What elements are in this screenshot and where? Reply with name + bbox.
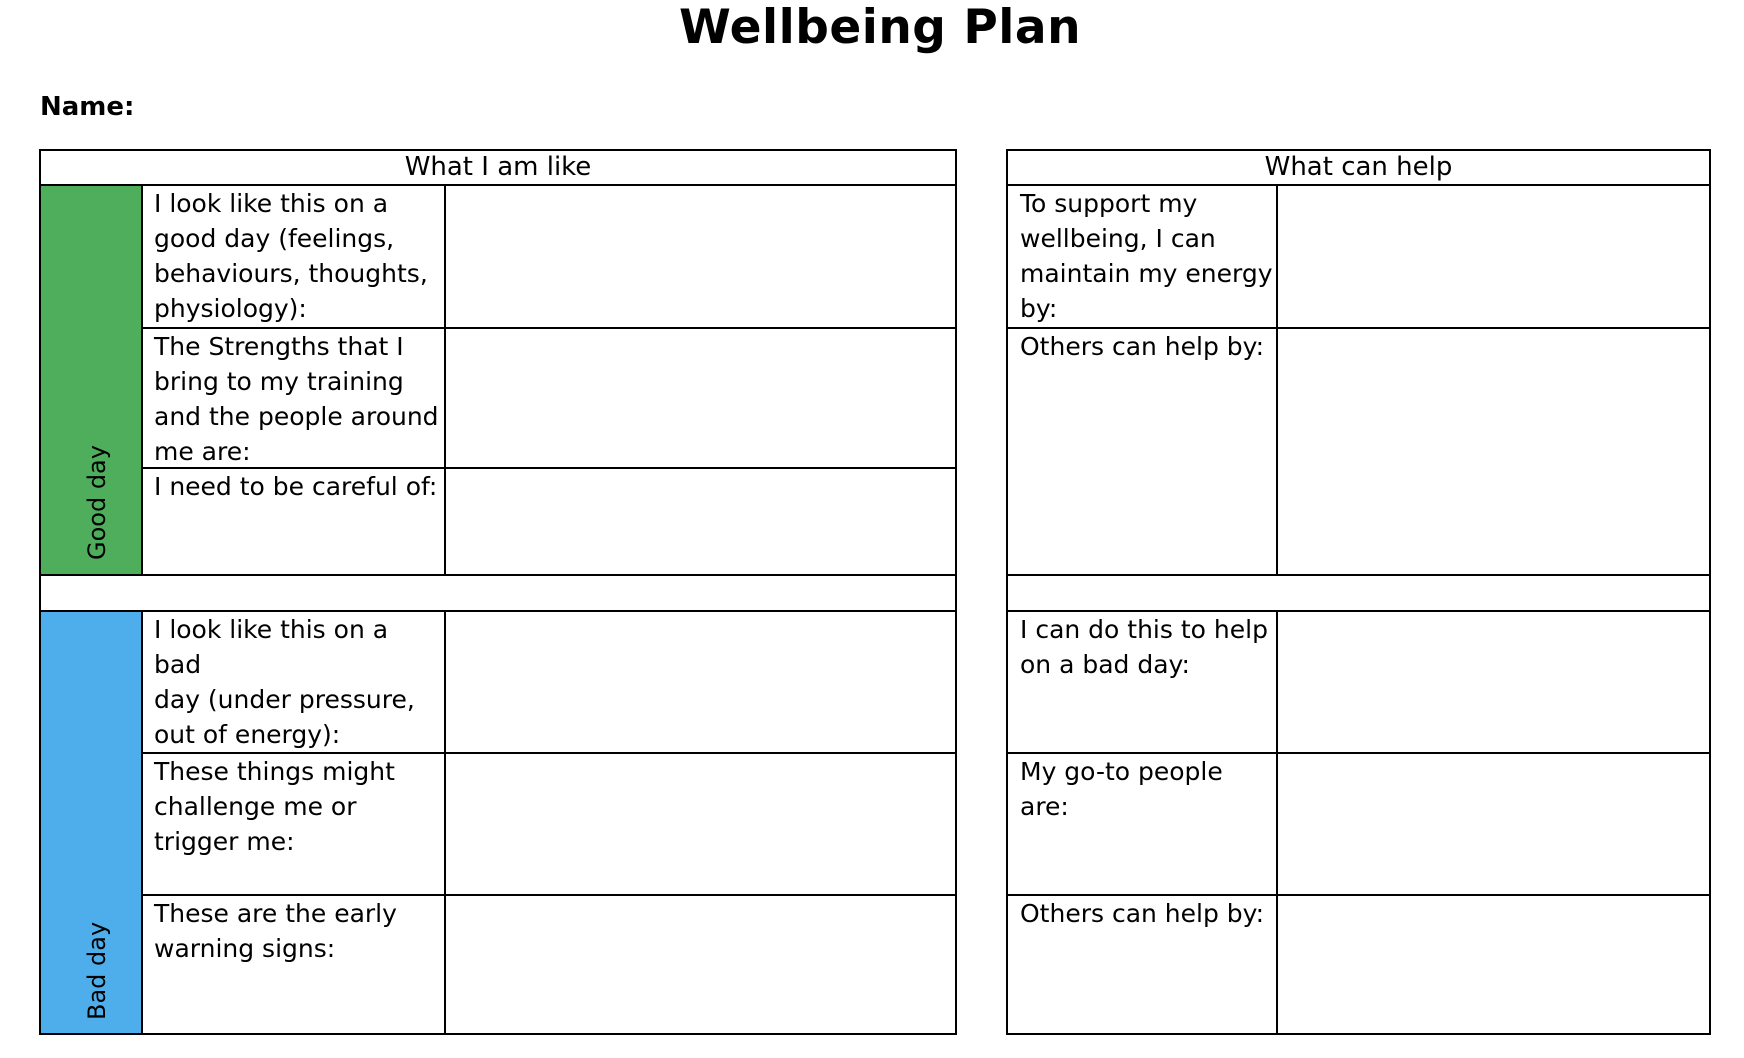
answer-triggers[interactable] xyxy=(446,754,955,894)
go-to-people-prompt: My go-to people are: xyxy=(1020,757,1223,821)
answer-strengths[interactable] xyxy=(446,329,955,467)
bad-day-label: Bad day xyxy=(83,921,111,1020)
good-day-label: Good day xyxy=(83,445,111,560)
right-table-section-rule xyxy=(1006,574,1711,576)
others-help-good-prompt: Others can help by: xyxy=(1020,332,1265,361)
right-table-header: What can help xyxy=(1264,152,1453,182)
strengths-prompt: The Strengths that I bring to my training and the people around me are: xyxy=(154,332,439,466)
answer-good-day-look[interactable] xyxy=(446,186,955,327)
bad-day-prompt: I look like this on a bad day (under pressure, out of energy): xyxy=(154,615,415,749)
good-day-band xyxy=(40,186,142,575)
others-help-bad-prompt: Others can help by: xyxy=(1020,899,1265,928)
answer-bad-day-look[interactable] xyxy=(446,612,955,752)
name-label: Name: xyxy=(40,92,135,122)
answer-go-to-people[interactable] xyxy=(1278,754,1709,894)
page-title: Wellbeing Plan xyxy=(678,0,1082,55)
good-day-prompt: I look like this on a good day (feelings, behaviours, thoughts, physiology): xyxy=(154,189,428,323)
answer-maintain-energy[interactable] xyxy=(1278,186,1709,327)
warning-signs-prompt: These are the early warning signs: xyxy=(154,899,397,963)
maintain-energy-prompt: To support my wellbeing, I can maintain my energy by: xyxy=(1020,189,1273,323)
bad-day-band xyxy=(40,612,142,1034)
answer-others-help-good[interactable] xyxy=(1278,329,1709,574)
left-table-border-left xyxy=(39,149,41,1035)
left-table-border-bottom xyxy=(39,1033,957,1035)
answer-others-help-bad[interactable] xyxy=(1278,896,1709,1033)
left-table-border-right xyxy=(955,149,957,1035)
left-table-header: What I am like xyxy=(404,152,592,182)
careful-of-prompt: I need to be careful of: xyxy=(154,472,438,501)
help-bad-day-prompt: I can do this to help on a bad day: xyxy=(1020,615,1268,679)
answer-warning-signs[interactable] xyxy=(446,896,955,1033)
right-table-border-bottom xyxy=(1006,1033,1711,1035)
triggers-prompt: These things might challenge me or trigger me: xyxy=(154,757,395,856)
left-table-band-rule xyxy=(141,184,143,576)
answer-careful-of[interactable] xyxy=(446,469,955,574)
left-table-band-rule xyxy=(141,610,143,1035)
right-table-border-right xyxy=(1709,149,1711,1035)
right-table-border-left xyxy=(1006,149,1008,1035)
left-table-section-rule xyxy=(39,574,957,576)
answer-help-bad-day[interactable] xyxy=(1278,612,1709,752)
